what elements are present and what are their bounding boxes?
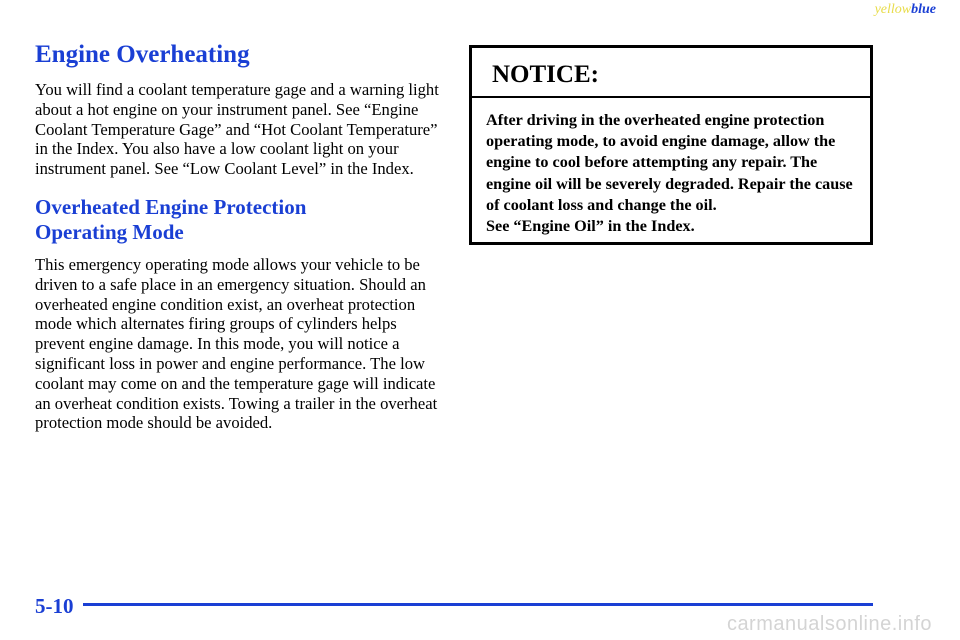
edition-mark	[875, 2, 936, 18]
protection-mode-heading	[35, 195, 440, 245]
edition-mark-blue: blue	[911, 2, 936, 17]
protection-mode-heading-line1: Overheated Engine Protection	[35, 194, 307, 219]
footer-rule	[83, 603, 873, 606]
edition-mark-yellow: yellow	[874, 2, 912, 17]
protection-mode-heading-line2: Operating Mode	[35, 219, 184, 244]
left-column	[35, 40, 440, 433]
notice-title: NOTICE:	[472, 48, 870, 98]
page-number: 5-10	[35, 594, 74, 618]
protection-mode-paragraph: This emergency operating mode allows your vehicle to be driven to a safe place in an emergency situation. Should an overheated engine condition exist, an overheat protection mode which alternates firing groups of cylinders helps prevent engine damage. In this mode, you will notice a significant loss in power and engine performance. The low coolant may come on and the temperature gage will indicate an overheat condition exists. Towing a trailer in the overheat protection mode should be avoided.	[35, 254, 438, 433]
notice-body	[472, 98, 870, 237]
notice-body-main: After driving in the overheated engine protection operating mode, to avoid engine damage, allow the engine to cool before attempting any repair. The engine oil will be severely degraded. Repair the cause of coolant loss and change the oil.	[486, 111, 853, 214]
engine-overheating-heading: Engine Overheating	[35, 41, 250, 68]
notice-body-reference: See “Engine Oil” in the Index.	[486, 217, 695, 236]
notice-box	[469, 45, 873, 245]
engine-overheating-paragraph: You will find a coolant temperature gage and a warning light about a hot engine on your instrument panel. See “Engine Coolant Temperature Gage” and “Hot Coolant Temperature” in the Index. You also have a low coolant light on your instrument panel. See “Low Coolant Level” in the Index.	[35, 80, 439, 179]
watermark: carmanualsonline.info	[726, 613, 932, 635]
